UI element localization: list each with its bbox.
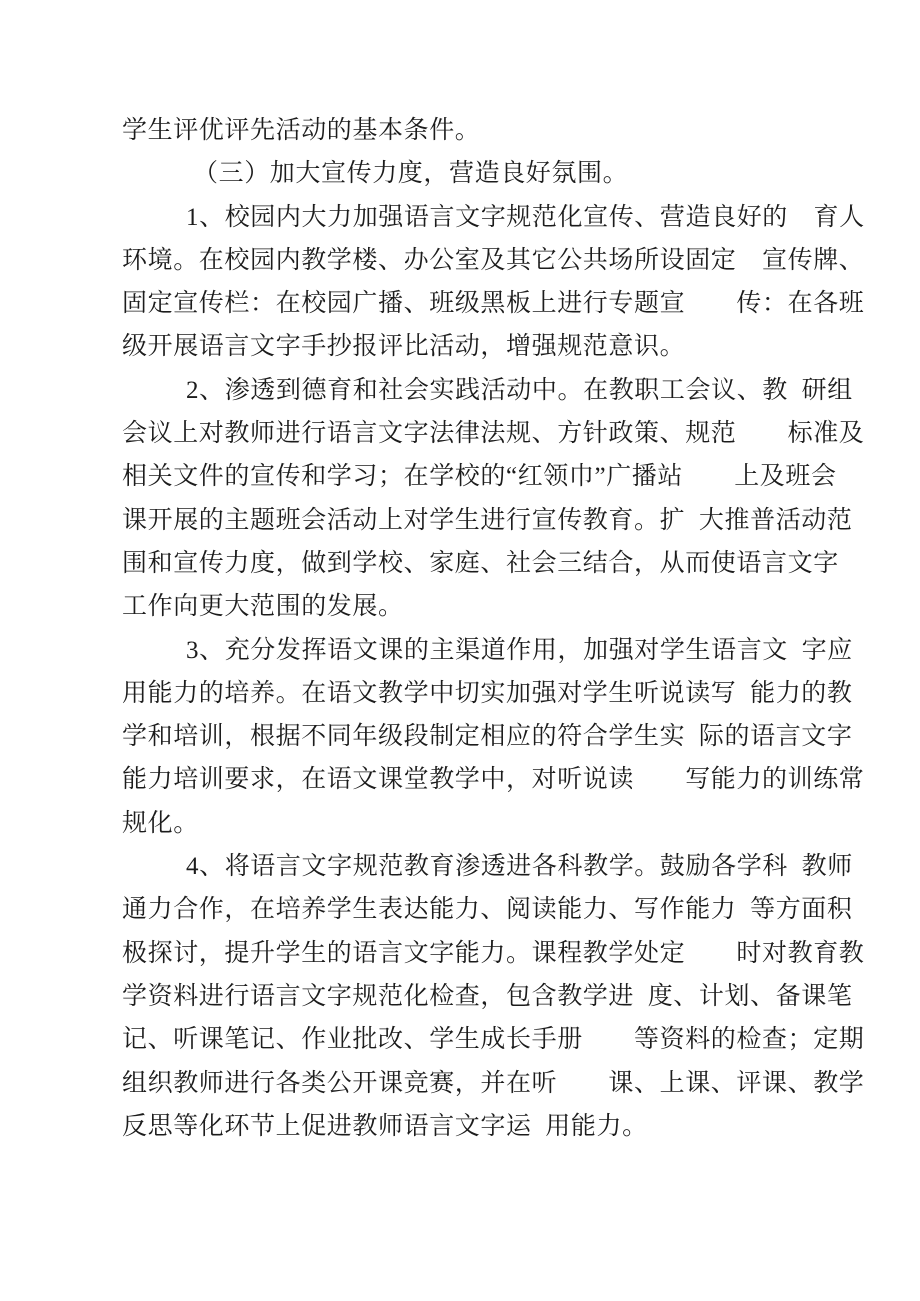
text-line: 会议上对教师进行语言文字法律法规、方针政策、规范 标准及 <box>122 420 865 448</box>
text-line: 1、校园内大力加强语言文字规范化宣传、营造良好的 育人 <box>186 203 865 231</box>
paragraph <box>122 629 865 845</box>
text-line: 用能力的培养。在语文教学中切实加强对学生听说读写 能力的教 <box>122 679 853 707</box>
text-line: 4、将语言文字规范教育渗透进各科教学。鼓励各学科 教师 <box>186 853 853 881</box>
paragraph <box>122 109 822 152</box>
text-line: 固定宣传栏：在校园广播、班级黑板上进行专题宣 传：在各班 <box>122 290 865 318</box>
paragraph <box>122 152 822 195</box>
paragraph <box>122 369 865 629</box>
text-line: 环境。在校园内教学楼、办公室及其它公共场所设固定 宣传牌、 <box>122 246 865 274</box>
document-body <box>122 109 865 1148</box>
text-line: 能力培训要求，在语文课堂教学中，对听说读 写能力的训练常 <box>122 766 865 794</box>
text-line: 组织教师进行各类公开课竞赛，并在听 课、上课、评课、教学 <box>122 1069 865 1097</box>
text-line: 学生评优评先活动的基本条件。 <box>122 117 481 144</box>
text-line: 级开展语言文字手抄报评比活动，增强规范意识。 <box>122 333 686 361</box>
text-line: 课开展的主题班会活动上对学生进行宣传教育。扩 大推普活动范 <box>122 506 853 534</box>
text-line: 反思等化环节上促进教师语言文字运 用能力。 <box>122 1112 648 1140</box>
paragraph <box>122 845 865 1148</box>
text-line: 学资料进行语言文字规范化检查，包含教学进 度、计划、备课笔 <box>122 982 853 1010</box>
text-line: 通力合作，在培养学生表达能力、阅读能力、写作能力 等方面积 <box>122 896 853 924</box>
paragraph <box>122 196 865 369</box>
text-line: 学和培训，根据不同年级段制定相应的符合学生实 际的语言文字 <box>122 723 853 751</box>
text-line: 规化。 <box>122 809 199 837</box>
text-line: 围和宣传力度，做到学校、家庭、社会三结合，从而使语言文字 <box>122 549 839 577</box>
text-line: 2、渗透到德育和社会实践活动中。在教职工会议、教 研组 <box>186 376 853 404</box>
text-line: 3、充分发挥语文课的主渠道作用，加强对学生语言文 字应 <box>186 636 853 664</box>
text-line: 相关文件的宣传和学习；在学校的“红领巾”广播站 上及班会 <box>122 463 837 491</box>
text-line: 记、听课笔记、作业批改、学生成长手册 等资料的检查；定期 <box>122 1026 865 1054</box>
text-line: （三）加大宣传力度，营造良好氛围。 <box>193 160 629 188</box>
text-line: 极探讨，提升学生的语言文字能力。课程教学处定 时对教育教 <box>122 939 865 967</box>
text-line: 工作向更大范围的发展。 <box>122 593 404 621</box>
